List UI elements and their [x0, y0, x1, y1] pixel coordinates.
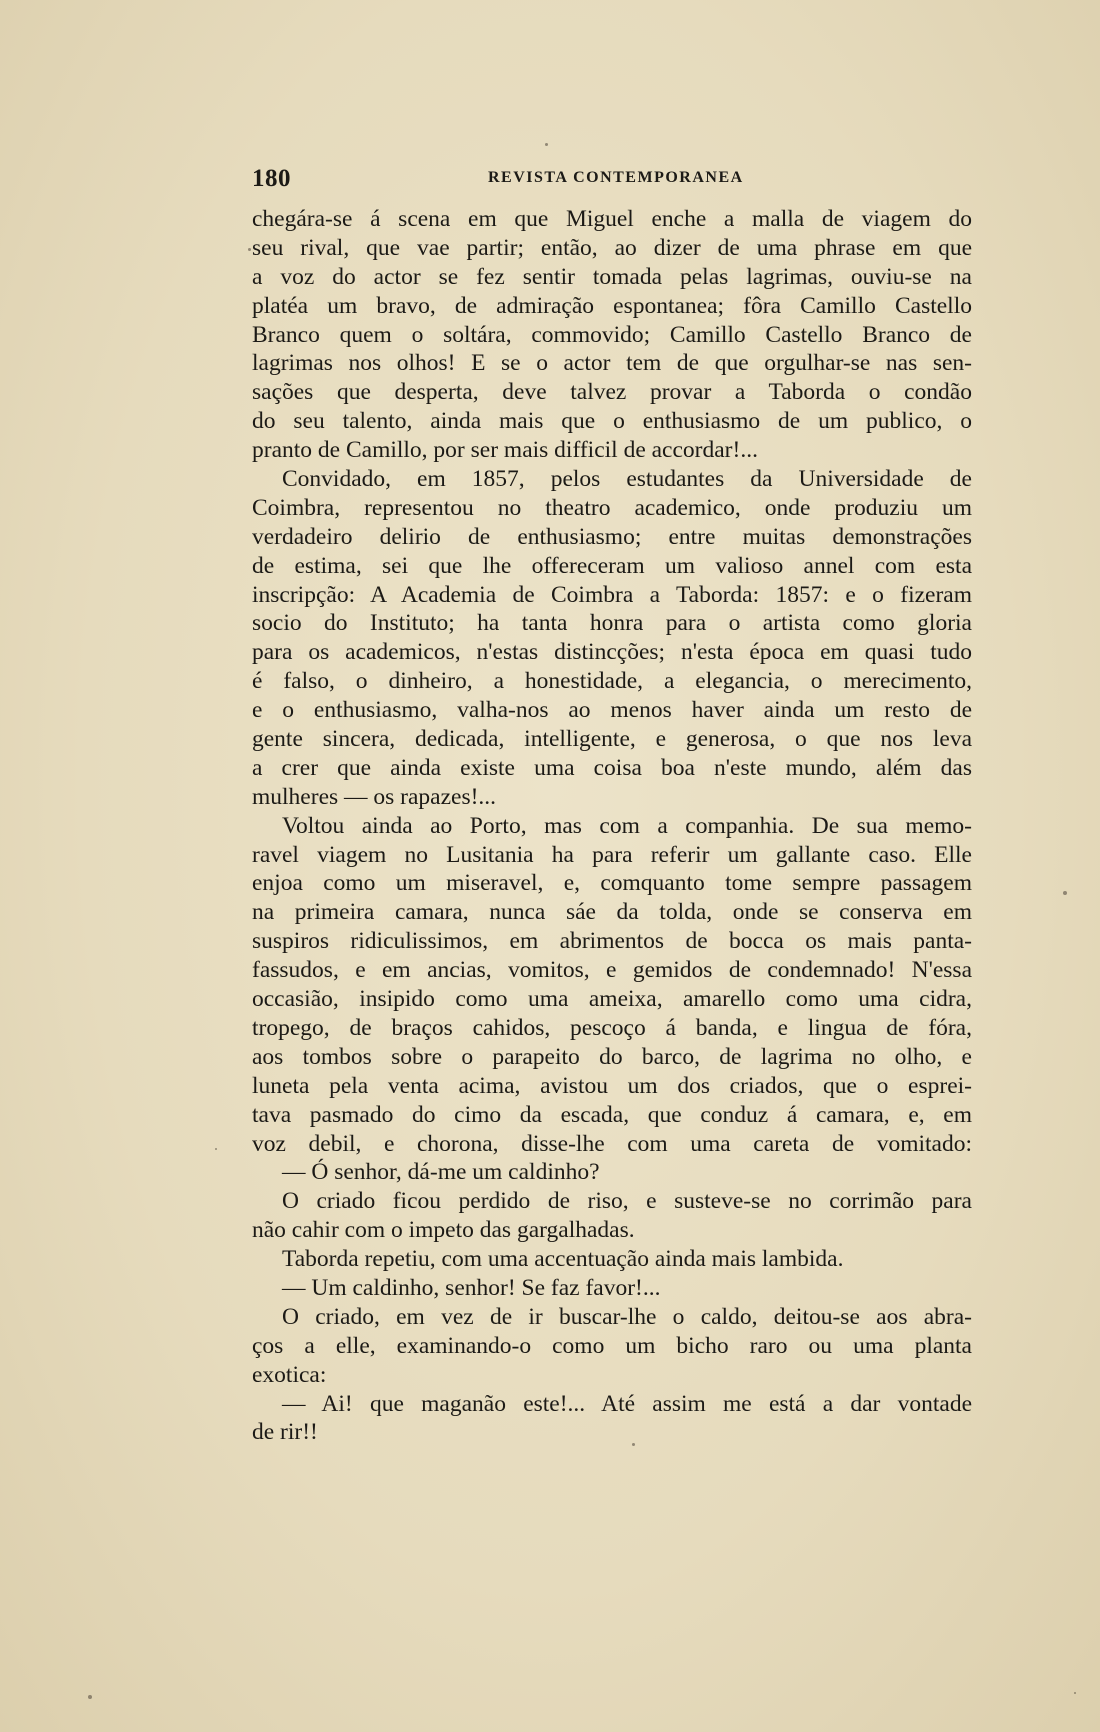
text-line: tropego, de braços cahidos, pescoço á banda, e lingua de fóra, — [252, 1014, 972, 1041]
text-line: seu rival, que vae partir; então, ao dizer de uma phrase em que — [252, 234, 972, 261]
text-line: gente sincera, dedicada, intelligente, e generosa, o que nos leva — [252, 726, 972, 753]
paper-speck — [1074, 1692, 1076, 1694]
text-line: luneta pela venta acima, avistou um dos criados, que o esprei- — [252, 1072, 972, 1099]
text-line: aos tombos sobre o parapeito do barco, de lagrima no olho, e — [252, 1043, 972, 1070]
text-line: Taborda repetiu, com uma accentuação ainda mais lambida. — [282, 1246, 844, 1273]
text-line: lagrimas nos olhos! E se o actor tem de que orgulhar-se nas sen- — [252, 350, 972, 377]
text-line: a voz do actor se fez sentir tomada pelas lagrimas, ouviu-se na — [252, 263, 972, 290]
text-line: é falso, o dinheiro, a honestidade, a elegancia, o merecimento, — [252, 668, 972, 695]
body-text — [252, 205, 972, 1447]
paper-speck — [632, 1443, 635, 1446]
paper-speck — [88, 1695, 92, 1699]
text-line: mulheres — os rapazes!... — [252, 783, 497, 810]
text-line: — Ai! que maganão este!... Até assim me está a dar vontade — [282, 1390, 972, 1417]
text-line: exotica: — [252, 1361, 327, 1388]
text-line: ravel viagem no Lusitania ha para referir um gallante caso. Elle — [252, 841, 972, 868]
text-line: de estima, sei que lhe offereceram um valioso annel com esta — [252, 552, 972, 579]
text-line: chegára-se á scena em que Miguel enche a malla de viagem do — [252, 206, 972, 232]
text-line: a crer que ainda existe uma coisa boa n'este mundo, além das — [252, 754, 972, 781]
text-line: enjoa como um miseravel, e, comquanto tome sempre passagem — [252, 870, 972, 897]
text-line: sações que desperta, deve talvez provar a Taborda o condão — [252, 379, 972, 406]
text-line: inscripção: A Academia de Coimbra a Taborda: 1857: e o fizeram — [252, 581, 972, 608]
text-line: platéa um bravo, de admiração espontanea; fôra Camillo Castello — [252, 292, 972, 319]
text-line: Convidado, em 1857, pelos estudantes da Universidade de — [282, 466, 972, 493]
text-line: O criado ficou perdido de riso, e susteve-se no corrimão para — [282, 1188, 972, 1215]
text-line: na primeira camara, nunca sáe da tolda, onde se conserva em — [252, 899, 972, 926]
paper-speck — [1063, 891, 1067, 895]
text-line: O criado, em vez de ir buscar-lhe o caldo, deitou-se aos abra- — [282, 1303, 972, 1330]
paper-speck — [545, 143, 548, 146]
text-line: de rir!! — [252, 1419, 318, 1446]
text-line: tava pasmado do cimo da escada, que conduz á camara, e, em — [252, 1101, 972, 1128]
text-line: Branco quem o soltára, commovido; Camillo Castello Branco de — [252, 321, 972, 348]
text-line: verdadeiro delirio de enthusiasmo; entre muitas demonstrações — [252, 523, 972, 550]
text-line: não cahir com o impeto das gargalhadas. — [252, 1217, 635, 1244]
paper-speck — [215, 1148, 217, 1150]
paper-speck — [248, 248, 251, 251]
text-line: — Um caldinho, senhor! Se faz favor!... — [282, 1274, 661, 1301]
text-line: occasião, insipido como uma ameixa, amarello como uma cidra, — [252, 986, 972, 1013]
text-line: do seu talento, ainda mais que o enthusiasmo de um publico, o — [252, 408, 972, 435]
page-header — [252, 165, 972, 195]
running-head: REVISTA CONTEMPORANEA — [488, 169, 744, 186]
text-line: voz debil, e chorona, disse-lhe com uma careta de vomitado: — [252, 1130, 972, 1157]
text-line: fassudos, e em ancias, vomitos, e gemidos de condemnado! N'essa — [252, 957, 972, 984]
text-line: Coimbra, representou no theatro academico, onde produziu um — [252, 494, 972, 521]
text-line: socio do Instituto; ha tanta honra para o artista como gloria — [252, 610, 972, 637]
text-line: suspiros ridiculissimos, em abrimentos de bocca os mais panta- — [252, 928, 972, 955]
text-line: e o enthusiasmo, valha-nos ao menos haver ainda um resto de — [252, 697, 972, 724]
text-line: — Ó senhor, dá-me um caldinho? — [282, 1159, 600, 1186]
text-line: ços a elle, examinando-o como um bicho raro ou uma planta — [252, 1332, 972, 1359]
text-line: pranto de Camillo, por ser mais difficil de accordar!... — [252, 437, 758, 464]
page-number: 180 — [252, 165, 291, 192]
text-line: para os academicos, n'estas distincções; n'esta época em quasi tudo — [252, 639, 972, 666]
text-line: Voltou ainda ao Porto, mas com a companhia. De sua memo- — [282, 812, 972, 839]
